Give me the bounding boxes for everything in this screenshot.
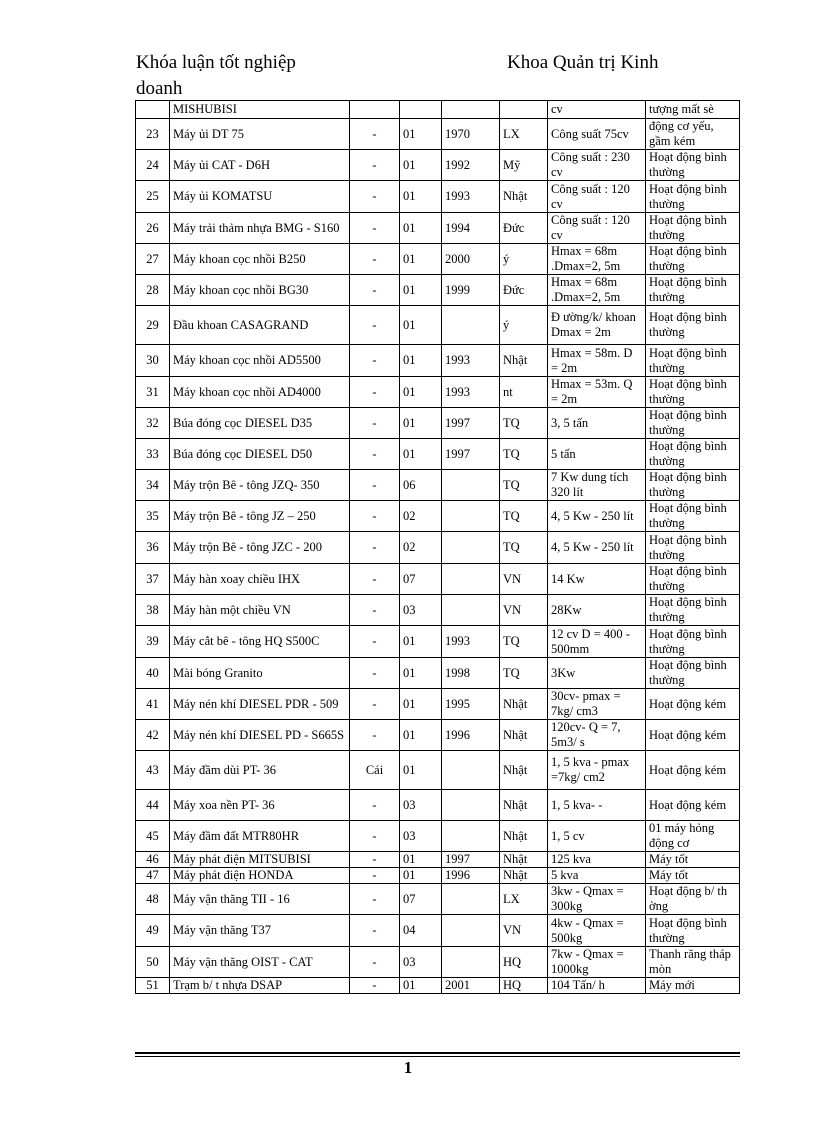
table-row (136, 101, 740, 119)
table-row (136, 564, 740, 595)
cell-status: Hoạt động b/ th ờng (646, 884, 740, 915)
cell-origin: Nhật (500, 751, 548, 790)
cell-qty: 01 (400, 978, 442, 994)
equipment-table (135, 100, 740, 994)
cell-unit: - (350, 564, 400, 595)
cell-name: Máy khoan cọc nhồi BG30 (170, 275, 350, 306)
cell-year (442, 470, 500, 501)
cell-name: Máy xoa nền PT- 36 (170, 790, 350, 821)
cell-spec: 1, 5 kva- - (548, 790, 646, 821)
cell-no: 39 (136, 626, 170, 658)
cell-unit: - (350, 377, 400, 408)
cell-spec: 5 kva (548, 868, 646, 884)
cell-qty: 01 (400, 345, 442, 377)
cell-origin: VN (500, 564, 548, 595)
cell-status: Hoạt động bình thường (646, 345, 740, 377)
cell-year: 1993 (442, 377, 500, 408)
table-row (136, 821, 740, 852)
cell-no: 48 (136, 884, 170, 915)
cell-no: 26 (136, 213, 170, 244)
cell-year: 2001 (442, 978, 500, 994)
cell-year (442, 884, 500, 915)
cell-spec: Công suất : 120 cv (548, 181, 646, 213)
cell-spec: 1, 5 cv (548, 821, 646, 852)
cell-spec: 120cv- Q = 7, 5m3/ s (548, 720, 646, 751)
cell-year: 1993 (442, 626, 500, 658)
cell-qty: 01 (400, 306, 442, 345)
cell-no: 24 (136, 150, 170, 181)
cell-status: Hoạt động kém (646, 751, 740, 790)
cell-qty: 03 (400, 595, 442, 626)
cell-spec: Hmax = 68m .Dmax=2, 5m (548, 244, 646, 275)
cell-qty: 01 (400, 150, 442, 181)
cell-year: 1992 (442, 150, 500, 181)
cell-name: Máy ủi DT 75 (170, 119, 350, 150)
cell-unit: - (350, 790, 400, 821)
cell-unit: - (350, 884, 400, 915)
cell-status: Hoạt động bình thường (646, 306, 740, 345)
table-row (136, 439, 740, 470)
cell-origin: TQ (500, 658, 548, 689)
cell-origin: VN (500, 595, 548, 626)
cell-year: 1996 (442, 720, 500, 751)
cell-name: Búa đóng cọc DIESEL D35 (170, 408, 350, 439)
cell-unit: - (350, 408, 400, 439)
cell-year (442, 947, 500, 978)
cell-status: Hoạt động bình thường (646, 275, 740, 306)
cell-unit: - (350, 213, 400, 244)
table-row (136, 720, 740, 751)
cell-spec: Đ ường/k/ khoan Dmax = 2m (548, 306, 646, 345)
cell-origin: TQ (500, 626, 548, 658)
cell-qty: 01 (400, 626, 442, 658)
cell-qty: 07 (400, 564, 442, 595)
cell-unit: - (350, 626, 400, 658)
cell-status: Hoạt động bình thường (646, 532, 740, 564)
cell-year: 1998 (442, 658, 500, 689)
table-row (136, 213, 740, 244)
cell-year (442, 501, 500, 532)
cell-qty: 01 (400, 868, 442, 884)
cell-no: 45 (136, 821, 170, 852)
table-row (136, 119, 740, 150)
cell-no: 37 (136, 564, 170, 595)
cell-no: 23 (136, 119, 170, 150)
cell-spec: 4, 5 Kw - 250 lít (548, 532, 646, 564)
cell-qty: 01 (400, 751, 442, 790)
cell-qty: 03 (400, 947, 442, 978)
cell-origin (500, 101, 548, 119)
cell-spec: 14 Kw (548, 564, 646, 595)
cell-no: 27 (136, 244, 170, 275)
cell-status: động cơ yếu, gầm kém (646, 119, 740, 150)
cell-spec: 7kw - Qmax = 1000kg (548, 947, 646, 978)
cell-qty: 01 (400, 244, 442, 275)
footer-rule-thin (135, 1056, 740, 1057)
cell-spec: Công suất 75cv (548, 119, 646, 150)
cell-year: 1999 (442, 275, 500, 306)
cell-name: Máy khoan cọc nhồi AD5500 (170, 345, 350, 377)
cell-status: Hoạt động bình thường (646, 626, 740, 658)
cell-origin: LX (500, 119, 548, 150)
cell-spec: 1, 5 kva - pmax =7kg/ cm2 (548, 751, 646, 790)
cell-name: Máy nén khí DIESEL PDR - 509 (170, 689, 350, 720)
cell-name: Máy trộn Bê - tông JZ – 250 (170, 501, 350, 532)
table-row (136, 377, 740, 408)
cell-qty: 01 (400, 181, 442, 213)
cell-year (442, 101, 500, 119)
cell-status: Hoạt động bình thường (646, 244, 740, 275)
cell-year: 1997 (442, 439, 500, 470)
cell-unit: - (350, 689, 400, 720)
cell-status: tượng mất sè (646, 101, 740, 119)
cell-year: 1995 (442, 689, 500, 720)
cell-status: Hoạt động bình thường (646, 213, 740, 244)
cell-status: Hoạt động bình thường (646, 564, 740, 595)
cell-qty: 04 (400, 915, 442, 947)
header-left-title: Khóa luận tốt nghiệp doanh (136, 52, 296, 99)
cell-origin: Nhật (500, 790, 548, 821)
cell-status: Hoạt động kém (646, 790, 740, 821)
header-right-title: Khoa Quản trị Kinh (507, 52, 659, 73)
cell-unit (350, 101, 400, 119)
cell-status: 01 máy hỏng động cơ (646, 821, 740, 852)
cell-status: Thanh răng tháp mòn (646, 947, 740, 978)
cell-no (136, 101, 170, 119)
cell-unit: - (350, 868, 400, 884)
cell-spec: 12 cv D = 400 - 500mm (548, 626, 646, 658)
cell-qty: 02 (400, 501, 442, 532)
cell-qty: 01 (400, 408, 442, 439)
cell-status: Hoạt động bình thường (646, 408, 740, 439)
cell-year: 1993 (442, 345, 500, 377)
cell-qty: 07 (400, 884, 442, 915)
cell-no: 32 (136, 408, 170, 439)
cell-no: 50 (136, 947, 170, 978)
cell-name: Máy trộn Bê - tông JZQ- 350 (170, 470, 350, 501)
cell-name: Máy đầm đất MTR80HR (170, 821, 350, 852)
table-row (136, 915, 740, 947)
table-row (136, 884, 740, 915)
cell-qty: 01 (400, 275, 442, 306)
table-row (136, 689, 740, 720)
table-row (136, 751, 740, 790)
cell-name: Trạm b/ t nhựa DSAP (170, 978, 350, 994)
cell-unit: - (350, 978, 400, 994)
cell-year: 1993 (442, 181, 500, 213)
cell-year (442, 751, 500, 790)
table-row (136, 150, 740, 181)
cell-spec: Hmax = 53m. Q = 2m (548, 377, 646, 408)
cell-name: Máy ủi CAT - D6H (170, 150, 350, 181)
cell-spec: 3Kw (548, 658, 646, 689)
cell-origin: Nhật (500, 852, 548, 868)
cell-year: 1970 (442, 119, 500, 150)
cell-unit: - (350, 720, 400, 751)
cell-origin: HQ (500, 947, 548, 978)
cell-name: Máy trải thảm nhựa BMG - S160 (170, 213, 350, 244)
cell-name: Máy cắt bê - tông HQ S500C (170, 626, 350, 658)
cell-qty: 02 (400, 532, 442, 564)
cell-status: Hoạt động bình thường (646, 501, 740, 532)
cell-status: Hoạt động bình thường (646, 181, 740, 213)
cell-unit: - (350, 306, 400, 345)
footer-rule (135, 1052, 740, 1054)
cell-unit: - (350, 275, 400, 306)
cell-unit: - (350, 501, 400, 532)
cell-spec: 28Kw (548, 595, 646, 626)
cell-qty: 01 (400, 377, 442, 408)
cell-no: 44 (136, 790, 170, 821)
cell-spec: Hmax = 58m. D = 2m (548, 345, 646, 377)
cell-origin: TQ (500, 408, 548, 439)
cell-status: Hoạt động bình thường (646, 658, 740, 689)
cell-qty: 01 (400, 439, 442, 470)
cell-spec: Hmax = 68m .Dmax=2, 5m (548, 275, 646, 306)
cell-status: Hoạt động bình thường (646, 915, 740, 947)
cell-name: Máy khoan cọc nhồi AD4000 (170, 377, 350, 408)
cell-spec: 3, 5 tấn (548, 408, 646, 439)
cell-origin: Nhật (500, 868, 548, 884)
cell-no: 40 (136, 658, 170, 689)
cell-qty: 01 (400, 658, 442, 689)
cell-unit: - (350, 852, 400, 868)
table-row (136, 181, 740, 213)
cell-no: 43 (136, 751, 170, 790)
cell-status: Máy mới (646, 978, 740, 994)
cell-unit: - (350, 244, 400, 275)
table-row (136, 345, 740, 377)
cell-unit: - (350, 119, 400, 150)
cell-origin: Nhật (500, 345, 548, 377)
table-row (136, 852, 740, 868)
cell-origin: TQ (500, 439, 548, 470)
cell-year (442, 306, 500, 345)
cell-origin: Nhật (500, 821, 548, 852)
cell-no: 35 (136, 501, 170, 532)
cell-origin: Nhật (500, 720, 548, 751)
table-row (136, 501, 740, 532)
table-row (136, 595, 740, 626)
cell-name: Máy vận thăng TII - 16 (170, 884, 350, 915)
cell-status: Máy tốt (646, 852, 740, 868)
cell-spec: 3kw - Qmax = 300kg (548, 884, 646, 915)
cell-year (442, 915, 500, 947)
cell-unit: - (350, 658, 400, 689)
table-row (136, 947, 740, 978)
cell-year: 1997 (442, 852, 500, 868)
cell-unit: - (350, 915, 400, 947)
cell-no: 30 (136, 345, 170, 377)
table-row (136, 626, 740, 658)
cell-unit: Cái (350, 751, 400, 790)
cell-no: 49 (136, 915, 170, 947)
table-row (136, 306, 740, 345)
page-number: 1 (403, 1058, 413, 1077)
cell-unit: - (350, 345, 400, 377)
cell-unit: - (350, 181, 400, 213)
cell-spec: 7 Kw dung tích 320 lít (548, 470, 646, 501)
cell-name: Máy vận thăng OIST - CAT (170, 947, 350, 978)
cell-status: Hoạt động bình thường (646, 470, 740, 501)
cell-no: 33 (136, 439, 170, 470)
cell-name: MISHUBISI (170, 101, 350, 119)
table-row (136, 532, 740, 564)
cell-no: 31 (136, 377, 170, 408)
cell-origin: LX (500, 884, 548, 915)
cell-origin: Đức (500, 213, 548, 244)
cell-name: Máy đầm dùi PT- 36 (170, 751, 350, 790)
cell-year: 1996 (442, 868, 500, 884)
cell-status: Hoạt động bình thường (646, 595, 740, 626)
cell-unit: - (350, 947, 400, 978)
table-row (136, 978, 740, 994)
cell-no: 36 (136, 532, 170, 564)
cell-name: Máy trộn Bê - tông JZC - 200 (170, 532, 350, 564)
cell-origin: Nhật (500, 689, 548, 720)
cell-origin: VN (500, 915, 548, 947)
cell-unit: - (350, 821, 400, 852)
table-row (136, 244, 740, 275)
cell-no: 25 (136, 181, 170, 213)
cell-name: Đầu khoan CASAGRAND (170, 306, 350, 345)
cell-origin: ý (500, 306, 548, 345)
cell-name: Máy phát điện HONDA (170, 868, 350, 884)
cell-year: 1997 (442, 408, 500, 439)
cell-year (442, 532, 500, 564)
cell-name: Mài bóng Granito (170, 658, 350, 689)
cell-qty: 03 (400, 821, 442, 852)
cell-spec: Công suất : 120 cv (548, 213, 646, 244)
cell-year (442, 790, 500, 821)
cell-unit: - (350, 595, 400, 626)
cell-qty: 01 (400, 119, 442, 150)
cell-qty: 01 (400, 689, 442, 720)
cell-spec: 30cv- pmax = 7kg/ cm3 (548, 689, 646, 720)
cell-spec: cv (548, 101, 646, 119)
cell-no: 38 (136, 595, 170, 626)
cell-status: Hoạt động bình thường (646, 377, 740, 408)
table-row (136, 658, 740, 689)
cell-origin: TQ (500, 501, 548, 532)
cell-qty: 01 (400, 852, 442, 868)
cell-spec: 125 kva (548, 852, 646, 868)
cell-spec: 5 tấn (548, 439, 646, 470)
cell-origin: ý (500, 244, 548, 275)
cell-status: Hoạt động bình thường (646, 150, 740, 181)
cell-unit: - (350, 150, 400, 181)
cell-spec: 4, 5 Kw - 250 lít (548, 501, 646, 532)
cell-no: 47 (136, 868, 170, 884)
cell-year (442, 564, 500, 595)
cell-origin: HQ (500, 978, 548, 994)
cell-origin: Nhật (500, 181, 548, 213)
cell-no: 51 (136, 978, 170, 994)
cell-origin: TQ (500, 532, 548, 564)
cell-no: 28 (136, 275, 170, 306)
cell-qty: 06 (400, 470, 442, 501)
cell-origin: Mỹ (500, 150, 548, 181)
cell-qty (400, 101, 442, 119)
table-row (136, 790, 740, 821)
cell-unit: - (350, 532, 400, 564)
cell-no: 29 (136, 306, 170, 345)
table-row (136, 275, 740, 306)
cell-name: Máy phát điện MITSUBISI (170, 852, 350, 868)
cell-status: Máy tốt (646, 868, 740, 884)
cell-year (442, 595, 500, 626)
cell-status: Hoạt động kém (646, 689, 740, 720)
cell-name: Máy hàn xoay chiều IHX (170, 564, 350, 595)
cell-qty: 01 (400, 720, 442, 751)
cell-year: 1994 (442, 213, 500, 244)
cell-name: Máy nén khí DIESEL PD - S665S (170, 720, 350, 751)
cell-qty: 01 (400, 213, 442, 244)
cell-qty: 03 (400, 790, 442, 821)
cell-year: 2000 (442, 244, 500, 275)
table-row (136, 408, 740, 439)
cell-unit: - (350, 439, 400, 470)
cell-unit: - (350, 470, 400, 501)
cell-origin: Đức (500, 275, 548, 306)
cell-name: Máy hàn một chiều VN (170, 595, 350, 626)
cell-name: Máy khoan cọc nhồi B250 (170, 244, 350, 275)
cell-name: Búa đóng cọc DIESEL D50 (170, 439, 350, 470)
cell-no: 34 (136, 470, 170, 501)
cell-spec: 4kw - Qmax = 500kg (548, 915, 646, 947)
cell-name: Máy ủi KOMATSU (170, 181, 350, 213)
cell-spec: Công suất : 230 cv (548, 150, 646, 181)
cell-no: 42 (136, 720, 170, 751)
cell-status: Hoạt động kém (646, 720, 740, 751)
table-row (136, 868, 740, 884)
cell-origin: TQ (500, 470, 548, 501)
equipment-table-body (136, 101, 740, 994)
cell-spec: 104 Tấn/ h (548, 978, 646, 994)
cell-no: 46 (136, 852, 170, 868)
table-row (136, 470, 740, 501)
cell-name: Máy vận thăng T37 (170, 915, 350, 947)
cell-year (442, 821, 500, 852)
cell-status: Hoạt động bình thường (646, 439, 740, 470)
cell-no: 41 (136, 689, 170, 720)
cell-origin: nt (500, 377, 548, 408)
